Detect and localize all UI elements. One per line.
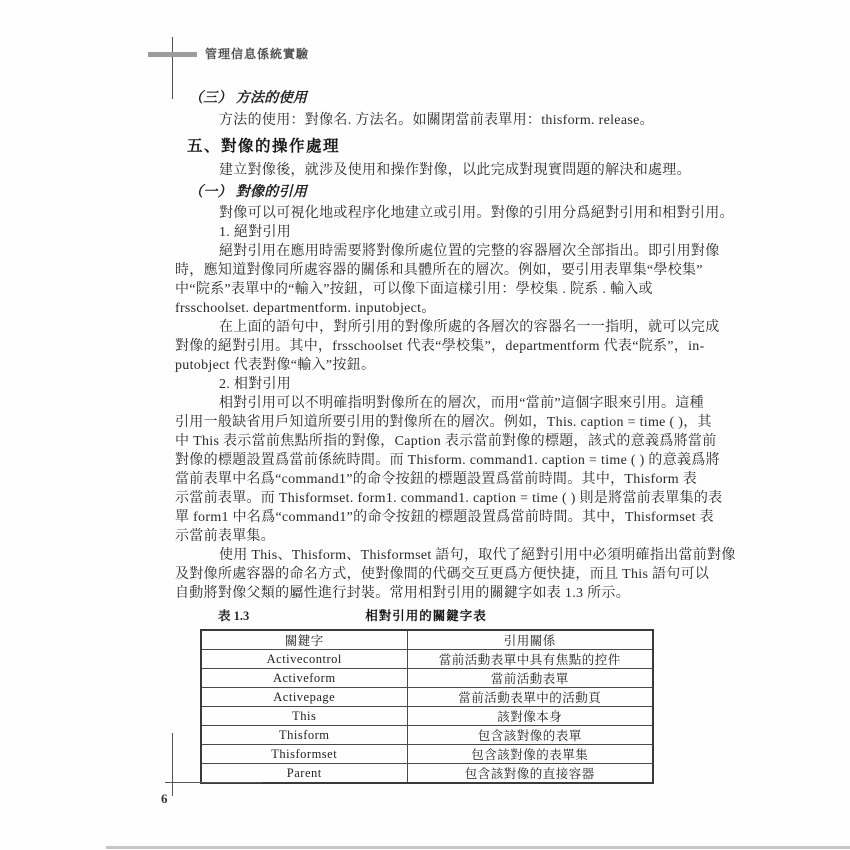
text-line: 使用 This、Thisform、Thisformset 語句，取代了絕對引用中必須明確指出當前對像	[219, 548, 736, 563]
text-line: 對像的絕對引用。其中，frsschoolset 代表“學校集”，departmentform 代表“院系”，in-	[175, 339, 705, 354]
table-header-row	[201, 630, 653, 650]
table-cell-relation: 該對像本身	[407, 707, 653, 726]
text-line: 單 form1 中名爲“command1”的命令按鈕的標題設置爲當前時間。其中，Thisformset 表	[175, 510, 714, 525]
text-line: 中 This 表示當前焦點所指的對像，Caption 表示當前對像的標題，該式的意義爲將當前	[175, 434, 717, 449]
text-line: （一） 對像的引用	[189, 185, 308, 200]
text-column	[175, 88, 736, 784]
table-cell-keyword: Parent	[201, 764, 407, 784]
table-row	[201, 707, 653, 726]
text-line: 示當前表單集。	[175, 529, 276, 544]
text-line: 時，應知道對像同所處容器的關係和具體所在的層次。例如，要引用表單集“學校集”	[175, 263, 703, 278]
text-line: 方法的使用：對像名. 方法名。如關閉當前表單用：thisform. release。	[219, 113, 654, 128]
text-line: 對像可以可視化地或程序化地建立或引用。對像的引用分爲絕對引用和相對引用。	[219, 206, 734, 221]
text-line: 示當前表單。而 Thisformset. form1. command1. caption = time ( ) 則是將當前表單集的表	[175, 491, 723, 506]
table-cell-relation: 包含該對像的表單	[407, 726, 653, 745]
text-line: （三） 方法的使用	[189, 91, 308, 106]
text-line: 絕對引用在應用時需要將對像所處位置的完整的容器層次全部指出。即引用對像	[219, 244, 720, 259]
table-cell-keyword: Activepage	[201, 688, 407, 707]
text-line: 相對引用可以不明確指明對像所在的層次，而用“當前”這個字眼來引用。這種	[219, 396, 704, 411]
crop-mark-horizontal-bottom	[165, 782, 262, 783]
table-cell-keyword: Thisformset	[201, 745, 407, 764]
table-header-cell: 引用關係	[407, 630, 653, 650]
text-line: 對像的標題設置爲當前係統時間。而 Thisform. command1. caption = time ( ) 的意義爲將	[175, 453, 720, 468]
text-line: putobject 代表對像“輸入”按鈕。	[175, 358, 376, 373]
text-line: 當前表單中名爲“command1”的命令按鈕的標題設置爲當前時間。其中，Thisform 表	[175, 472, 698, 487]
scan-page-bottom-edge	[106, 846, 850, 849]
table-row	[201, 764, 653, 784]
text-line: 自動將對像父類的屬性進行封裝。常用相對引用的關鍵字如表 1.3 所示。	[175, 586, 630, 601]
table-caption	[200, 608, 652, 625]
table-cell-relation: 包含該對像的表單集	[407, 745, 653, 764]
text-line: 2. 相對引用	[219, 377, 292, 392]
table-cell-relation: 當前活動表單中的活動頁	[407, 688, 653, 707]
header-rule-bar	[148, 52, 197, 57]
page-number: 6	[161, 791, 168, 806]
table-cell-keyword: This	[201, 707, 407, 726]
text-line: 及對像所處容器的命名方式，使對像間的代碼交互更爲方便快捷，而且 This 語句可以	[175, 567, 710, 582]
text-line: 在上面的語句中，對所引用的對像所處的各層次的容器名一一指明，就可以完成	[219, 320, 720, 335]
table-caption-title: 相對引用的關鍵字表	[365, 609, 487, 623]
keyword-reference-table	[200, 629, 654, 784]
table-row	[201, 726, 653, 745]
text-line: 五、對像的操作處理	[187, 138, 341, 155]
table-row	[201, 688, 653, 707]
text-line: 1. 絕對引用	[219, 225, 292, 240]
crop-mark-vertical-top	[172, 37, 173, 99]
table-row	[201, 669, 653, 688]
table-cell-relation: 當前活動表單中具有焦點的控件	[407, 650, 653, 669]
table-cell-relation: 包含該對像的直接容器	[407, 764, 653, 784]
table-caption-label: 表 1.3	[218, 609, 250, 623]
text-line: 建立對像後，就涉及使用和操作對像，以此完成對現實問題的解決和處理。	[219, 163, 691, 178]
running-head-title: 管理信息係統實驗	[205, 47, 310, 61]
text-line: 中“院系”表單中的“輸入”按鈕，可以像下面這樣引用：學校集 . 院系 . 輸入或	[175, 282, 653, 297]
table-cell-relation: 當前活動表單	[407, 669, 653, 688]
table-row	[201, 745, 653, 764]
table-header-cell: 關鍵字	[201, 630, 407, 650]
table-cell-keyword: Thisform	[201, 726, 407, 745]
text-line: 引用一般缺省用戶知道所要引用的對像所在的層次。例如，This. caption = time ( )，其	[175, 415, 712, 430]
crop-mark-vertical-bottom	[172, 733, 173, 796]
table-row	[201, 650, 653, 669]
body-text	[175, 88, 736, 603]
text-line: frsschoolset. departmentform. inputobject。	[175, 301, 436, 316]
table-cell-keyword: Activeform	[201, 669, 407, 688]
table-cell-keyword: Activecontrol	[201, 650, 407, 669]
